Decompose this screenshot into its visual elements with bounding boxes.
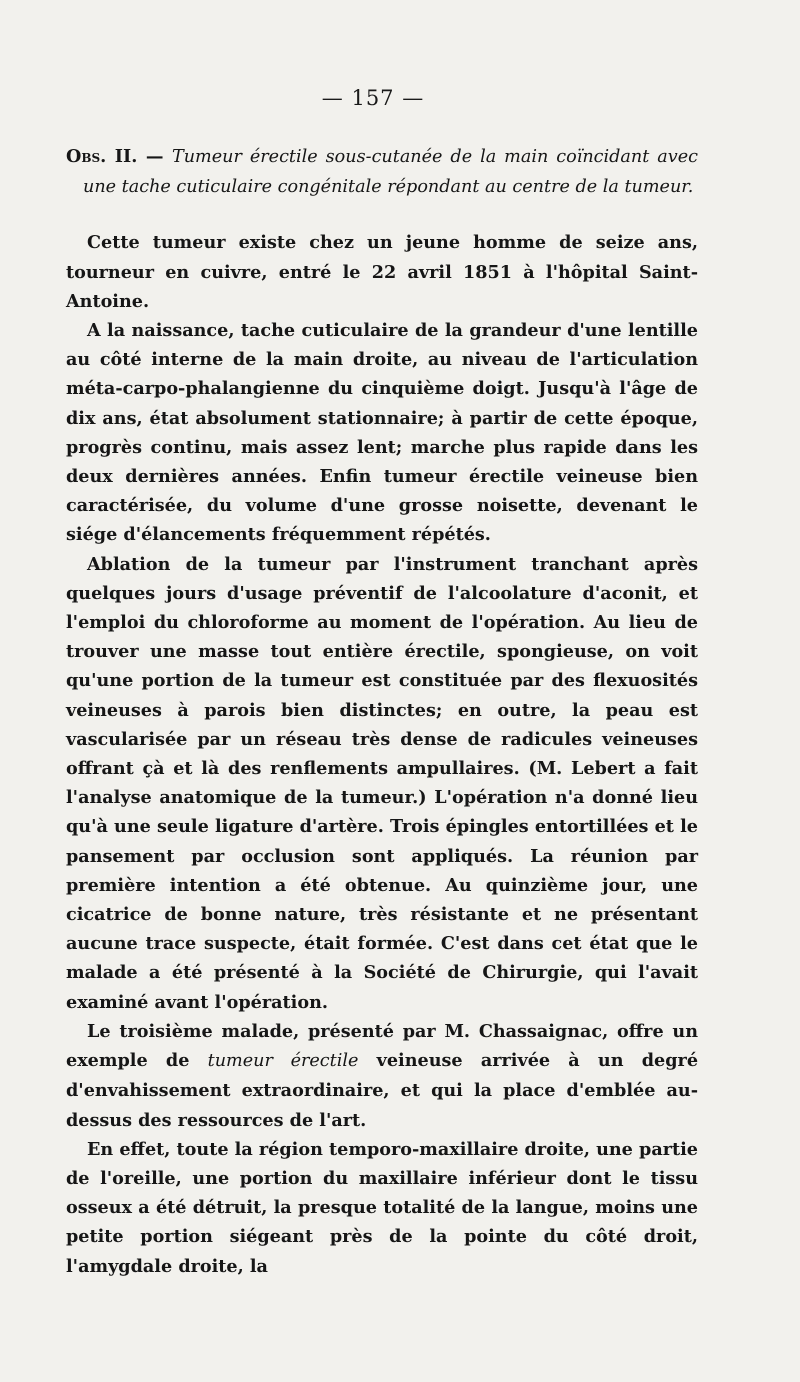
paragraph-third-patient: [66, 1017, 698, 1135]
observation-dash: —: [137, 146, 172, 167]
paragraph-third-patient-italic: tumeur érectile: [207, 1051, 359, 1072]
observation-label: Obs. II.: [66, 146, 138, 167]
paragraph-last: En effet, toute la région temporo-maxillaire droite, une partie de l'oreille, une portion du maxillaire inférieur dont le tissu osseux a été détruit, la presque totalité de la langue, moins une petite portion siégeant près de la pointe du côté droit, l'amygdale droite, la: [66, 1138, 698, 1277]
observation-heading: [66, 142, 698, 202]
page-number: — 157 —: [321, 86, 425, 110]
body-text: [66, 142, 698, 1281]
paragraph-ablation: Ablation de la tumeur par l'instrument tranchant après quelques jours d'usage préventif de l'alcoolature d'aconit, et l'emploi du chloroforme au moment de l'opération. Au lieu de trouver une masse tout entière érectile, spongieuse, on voit qu'une portion de la tumeur est constituée par des flexuosités veineuses à parois bien distinctes; en outre, la peau est vascularisée par un réseau très dense de radicules veineuses offrant çà et là des renflements ampullaires. (M. Lebert a fait l'analyse anatomique de la tumeur.) L'opération n'a donné lieu qu'à une seule ligature d'artère. Trois épingles entortillées et le pansement par occlusion sont appliqués. La réunion par première intention a été obtenue. Au quinzième jour, une cicatrice de bonne nature, très résistante et ne présentant aucune trace suspecte, était formée. C'est dans cet état que le malade a été présenté à la Société de Chirurgie, qui l'avait examiné avant l'opération.: [66, 553, 698, 1013]
observation-title: Tumeur érectile sous-cutanée de la main coïncidant avec une tache cuticulaire congénitale répondant au centre de la tumeur.: [83, 147, 698, 198]
paragraph-history: A la naissance, tache cuticulaire de la grandeur d'une lentille au côté interne de la main droite, au niveau de l'articulation méta-carpo-phalangienne du cinquième doigt. Jusqu'à l'âge de dix ans, état absolument stationnaire; à partir de cette époque, progrès continu, mais assez lent; marche plus rapide dans les deux dernières années. Enfin tumeur érectile veineuse bien caractérisée, du volume d'une grosse noisette, devenant le siége d'élancements fréquemment répétés.: [66, 320, 698, 546]
paragraph-third-patient-after: veineuse arrivée à un degré d'envahissement extraordinaire, et qui la place d'emblée au-dessus des ressources de l'art.: [66, 1050, 699, 1131]
paragraph-third-patient-before: Le troisième malade, présenté par M. Chassaignac, offre un exemple de: [66, 1020, 698, 1072]
paragraph-intro: Cette tumeur existe chez un jeune homme de seize ans, tourneur en cuivre, entré le 22 avril 1851 à l'hôpital Saint-Antoine.: [66, 232, 698, 312]
